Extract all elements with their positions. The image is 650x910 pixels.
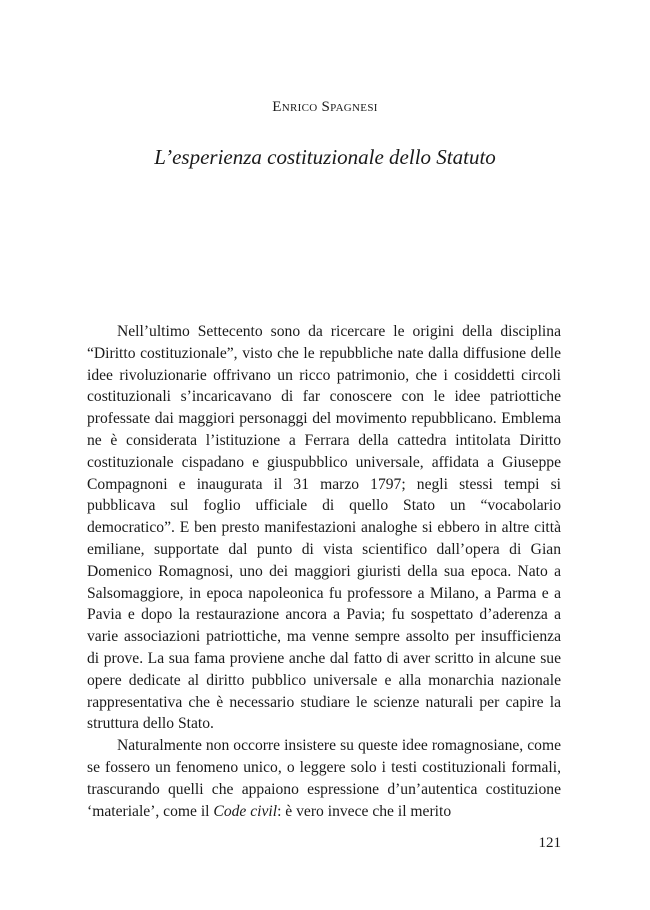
article-title: L’esperienza costituzionale dello Statuto bbox=[154, 145, 496, 169]
paragraph-text: Naturalmente non occorre insistere su queste idee romagnosiane, come se fossero un fenomeno unico, o leggere solo i testi costituzionali formali, trascurando quelli che appaiono espressione d’un’autentica costituzione ‘materiale’, come il bbox=[87, 737, 561, 820]
italic-reference: Code civil bbox=[213, 802, 278, 820]
article-body bbox=[87, 321, 561, 822]
paragraph: Nell’ultimo Settecento sono da ricercare le origini della disciplina “Diritto costituzionale”, visto che le repubbliche nate dalla diffusione delle idee rivoluzionarie offrivano un ricco patrimonio, che i cosiddetti circoli costituzionali s’incaricavano di far conoscere con le idee patriottiche professate dai maggiori personaggi del movimento repubblicano. Emblema ne è considerata l’istituzione a Ferrara della cattedra intitolata Diritto costituzionale cispadano e giuspubblico universale, affidata a Giuseppe Compagnoni e inaugurata il 31 marzo 1797; negli stessi tempi si pubblicava sul foglio ufficiale di quello Stato un “vocabolario democratico”. E ben presto manifestazioni analoghe si ebbero in altre città emiliane, supportate dal punto di vista scientifico dall’opera di Gian Domenico Romagnosi, uno dei maggiori giuristi della sua epoca. Nato a Salsomaggiore, in epoca napoleonica fu professore a Milano, a Parma e a Pavia e dopo la restaurazione ancora a Pavia; fu sospettato d’aderenza a varie associazioni patriottiche, ma venne sempre assolto per insufficienza di prove. La sua fama proviene anche dal fatto di aver scritto in alcune sue opere dedicate al diritto pubblico universale e alla monarchia nazionale rappresentativa che è necessario studiare le scienze naturali per capire la struttura dello Stato. bbox=[87, 323, 561, 733]
paragraph-text: : è vero invece che il merito bbox=[277, 802, 452, 820]
page-number: 121 bbox=[538, 835, 561, 851]
author-name: Enrico Spagnesi bbox=[272, 99, 378, 115]
paragraph bbox=[87, 735, 561, 822]
